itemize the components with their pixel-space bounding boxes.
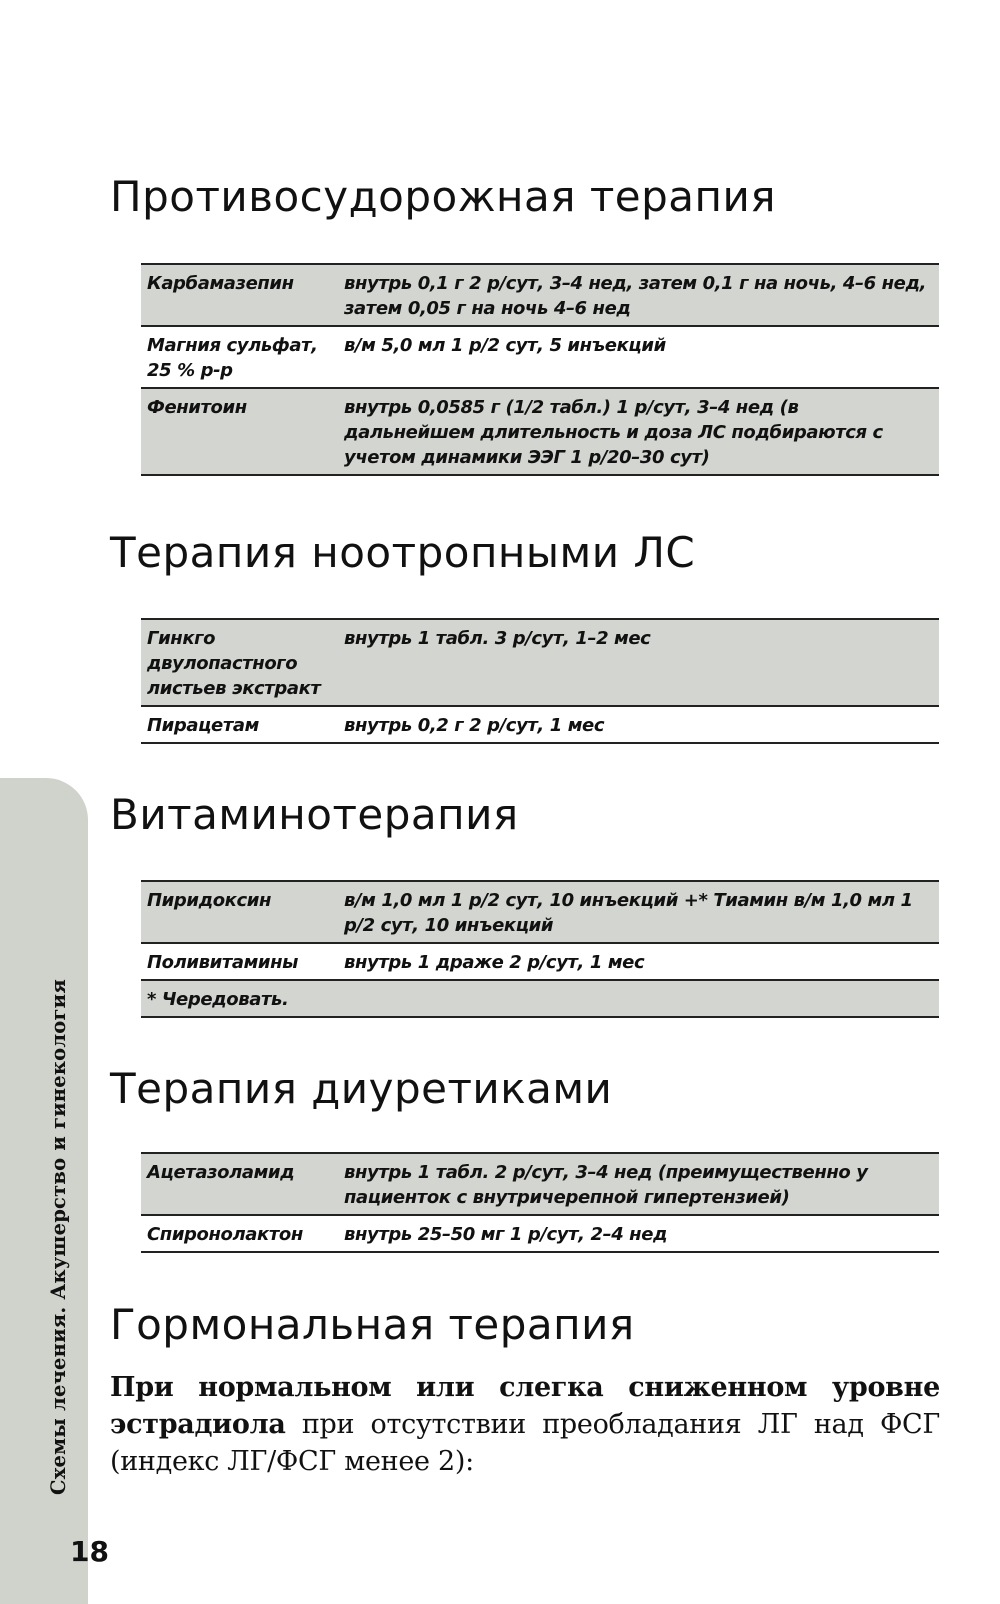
drug-name: Пирацетам: [141, 706, 338, 743]
drug-dose: внутрь 1 табл. 2 р/сут, 3–4 нед (преимущественно у пациенток с внутричерепной гипертензией): [338, 1153, 939, 1215]
drug-name: Спиронолактон: [141, 1215, 338, 1252]
drug-name: Фенитоин: [141, 388, 338, 475]
section-heading-anticonvulsant: Противосудорожная терапия: [110, 172, 777, 221]
drug-name-inline: Тиамин: [713, 890, 788, 911]
drug-dose: внутрь 0,2 г 2 р/сут, 1 мес: [338, 706, 939, 743]
section-heading-hormonal: Гормональная терапия: [110, 1300, 635, 1349]
drug-dose: [338, 881, 939, 943]
drug-dose: внутрь 1 драже 2 р/сут, 1 мес: [338, 943, 939, 980]
drug-dose: в/м 5,0 мл 1 р/2 сут, 5 инъекций: [338, 326, 939, 388]
paragraph-text: при отсутствии преобладания ЛГ над ФСГ (индекс ЛГ/ФСГ менее 2):: [110, 1409, 940, 1477]
table-row: [141, 1153, 939, 1215]
section-heading-diuretic: Терапия диуретиками: [110, 1064, 613, 1113]
drug-name: Пиридоксин: [141, 881, 338, 943]
nootropic-table: [141, 618, 939, 744]
table-row: [141, 264, 939, 326]
anticonvulsant-table: [141, 263, 939, 476]
paragraph-lead: При нормальном или слегка сниженном уровне эстрадиола: [110, 1372, 940, 1440]
page-number: 18: [70, 1535, 109, 1568]
table-row: [141, 1215, 939, 1252]
dose-text: в/м 1,0 мл 1 р/2 сут, 10 инъекций +*: [344, 890, 714, 911]
drug-dose: внутрь 25–50 мг 1 р/сут, 2–4 нед: [338, 1215, 939, 1252]
running-title: Схемы лечения. Акушерство и гинекология: [47, 979, 70, 1495]
table-row: [141, 388, 939, 475]
drug-dose: внутрь 0,1 г 2 р/сут, 3–4 нед, затем 0,1 г на ночь, 4–6 нед, затем 0,05 г на ночь 4–6 нед: [338, 264, 939, 326]
table-row: [141, 980, 939, 1017]
body-paragraph: [110, 1369, 940, 1480]
table-row: [141, 706, 939, 743]
dose-text: в/м 1,0 мл 1 р/2 сут, 10 инъекций: [344, 890, 913, 936]
table-row: [141, 881, 939, 943]
side-thumb-tab: [0, 778, 88, 1604]
table-row: [141, 943, 939, 980]
table-row: [141, 326, 939, 388]
drug-name: Магния сульфат, 25 % р-р: [141, 326, 338, 388]
section-heading-nootropic: Терапия ноотропными ЛС: [110, 528, 696, 577]
drug-name: Гинкго двулопастного листьев экстракт: [141, 619, 338, 706]
drug-name: Карбамазепин: [141, 264, 338, 326]
drug-name: Поливитамины: [141, 943, 338, 980]
drug-dose: внутрь 0,0585 г (1/2 табл.) 1 р/сут, 3–4 нед (в дальнейшем длительность и доза ЛС подбираются с учетом динамики ЭЭГ 1 р/20–30 сут): [338, 388, 939, 475]
drug-name: Ацетазоламид: [141, 1153, 338, 1215]
vitamin-table: [141, 880, 939, 1018]
table-footnote: * Чередовать.: [141, 980, 939, 1017]
drug-dose: внутрь 1 табл. 3 р/сут, 1–2 мес: [338, 619, 939, 706]
diuretic-table: [141, 1152, 939, 1253]
section-heading-vitamin: Витаминотерапия: [110, 790, 519, 839]
table-row: [141, 619, 939, 706]
